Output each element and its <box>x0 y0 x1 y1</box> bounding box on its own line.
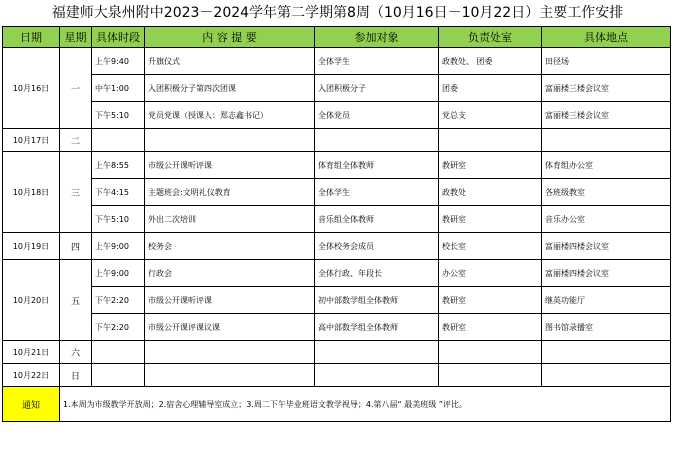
attendees-cell: 入团积极分子 <box>315 75 439 102</box>
location-cell <box>542 129 671 152</box>
time-cell: 上午9:40 <box>92 48 145 75</box>
attendees-cell <box>315 364 439 387</box>
location-cell: 富丽楼三楼会议室 <box>542 102 671 129</box>
notice-row <box>3 387 671 422</box>
attendees-cell: 体育组全体教师 <box>315 152 439 179</box>
time-cell: 上午9:00 <box>92 233 145 260</box>
date-cell: 10月22日 <box>3 364 60 387</box>
time-cell: 中午1:00 <box>92 75 145 102</box>
table-row <box>3 260 671 287</box>
attendees-cell: 全体行政、年段长 <box>315 260 439 287</box>
time-cell: 下午4:15 <box>92 179 145 206</box>
location-cell: 富丽楼三楼会议室 <box>542 75 671 102</box>
dept-cell: 办公室 <box>439 260 542 287</box>
dept-cell: 政教处 <box>439 179 542 206</box>
attendees-cell <box>315 129 439 152</box>
content-cell: 入团积极分子第四次团课 <box>145 75 315 102</box>
dept-cell: 校长室 <box>439 233 542 260</box>
date-cell: 10月16日 <box>3 48 60 129</box>
attendees-cell: 全体学生 <box>315 179 439 206</box>
table-row <box>3 364 671 387</box>
location-cell: 体育组办公室 <box>542 152 671 179</box>
weekday-cell: 三 <box>60 152 92 233</box>
content-cell: 升旗仪式 <box>145 48 315 75</box>
table-row <box>3 206 671 233</box>
time-cell: 上午8:55 <box>92 152 145 179</box>
attendees-cell: 高中部数学组全体教师 <box>315 314 439 341</box>
attendees-cell: 全体校务会成员 <box>315 233 439 260</box>
content-cell <box>145 341 315 364</box>
weekday-cell: 五 <box>60 260 92 341</box>
content-cell: 行政会 <box>145 260 315 287</box>
weekday-cell: 日 <box>60 364 92 387</box>
table-row <box>3 102 671 129</box>
time-cell <box>92 364 145 387</box>
location-cell: 继英功能厅 <box>542 287 671 314</box>
content-cell <box>145 129 315 152</box>
table-row <box>3 152 671 179</box>
weekday-cell: 二 <box>60 129 92 152</box>
dept-cell <box>439 341 542 364</box>
table-row <box>3 129 671 152</box>
time-cell: 下午5:10 <box>92 102 145 129</box>
location-cell: 各班级教室 <box>542 179 671 206</box>
weekday-cell: 六 <box>60 341 92 364</box>
notice-label: 通知 <box>3 387 60 422</box>
location-cell: 图书馆录播室 <box>542 314 671 341</box>
table-row <box>3 341 671 364</box>
dept-cell <box>439 129 542 152</box>
date-cell: 10月17日 <box>3 129 60 152</box>
table-row <box>3 48 671 75</box>
notice-text: 1.本周为市级教学开放周；2.宿舍心理辅导室成立；3.周二下午毕业班语文教学视导；4.第八届“ 最美班级 ”评比。 <box>60 387 671 422</box>
attendees-cell: 音乐组全体教师 <box>315 206 439 233</box>
weekday-cell: 一 <box>60 48 92 129</box>
dept-cell: 党总支 <box>439 102 542 129</box>
attendees-cell: 全体学生 <box>315 48 439 75</box>
attendees-cell: 全体党员 <box>315 102 439 129</box>
date-cell: 10月21日 <box>3 341 60 364</box>
table-row <box>3 75 671 102</box>
table-row <box>3 179 671 206</box>
date-cell: 10月18日 <box>3 152 60 233</box>
content-cell: 党员党课（授课人：郑志鑫书记） <box>145 102 315 129</box>
schedule-table <box>2 26 671 422</box>
header-date: 日期 <box>3 27 60 48</box>
content-cell: 外出二次培训 <box>145 206 315 233</box>
location-cell <box>542 341 671 364</box>
location-cell <box>542 364 671 387</box>
content-cell: 市级公开课听评课 <box>145 152 315 179</box>
dept-cell: 教研室 <box>439 314 542 341</box>
time-cell <box>92 341 145 364</box>
content-cell <box>145 364 315 387</box>
location-cell: 田径场 <box>542 48 671 75</box>
time-cell: 下午2:20 <box>92 314 145 341</box>
content-cell: 校务会 <box>145 233 315 260</box>
content-cell: 市级公开课听评课 <box>145 287 315 314</box>
location-cell: 富丽楼四楼会议室 <box>542 233 671 260</box>
location-cell: 富丽楼四楼会议室 <box>542 260 671 287</box>
dept-cell: 教研室 <box>439 206 542 233</box>
table-row <box>3 233 671 260</box>
table-row <box>3 314 671 341</box>
header-time: 具体时段 <box>92 27 145 48</box>
header-row <box>3 27 671 48</box>
page-title: 福建师大泉州附中2023－2024学年第二学期第8周（10月16日－10月22日）主要工作安排 <box>51 5 624 21</box>
header-location: 具体地点 <box>542 27 671 48</box>
header-attendees: 参加对象 <box>315 27 439 48</box>
date-cell: 10月19日 <box>3 233 60 260</box>
date-cell: 10月20日 <box>3 260 60 341</box>
dept-cell: 团委 <box>439 75 542 102</box>
attendees-cell <box>315 341 439 364</box>
dept-cell: 教研室 <box>439 152 542 179</box>
attendees-cell: 初中部数学组全体教师 <box>315 287 439 314</box>
table-row <box>3 287 671 314</box>
time-cell: 下午2:20 <box>92 287 145 314</box>
dept-cell <box>439 364 542 387</box>
time-cell: 上午9:00 <box>92 260 145 287</box>
dept-cell: 教研室 <box>439 287 542 314</box>
weekday-cell: 四 <box>60 233 92 260</box>
header-content: 内 容 提 要 <box>145 27 315 48</box>
dept-cell: 政教处、 团委 <box>439 48 542 75</box>
time-cell: 下午5:10 <box>92 206 145 233</box>
content-cell: 主题班会:文明礼仪教育 <box>145 179 315 206</box>
location-cell: 音乐办公室 <box>542 206 671 233</box>
time-cell <box>92 129 145 152</box>
header-dept: 负责处室 <box>439 27 542 48</box>
content-cell: 市级公开课评课议课 <box>145 314 315 341</box>
header-weekday: 星期 <box>60 27 92 48</box>
